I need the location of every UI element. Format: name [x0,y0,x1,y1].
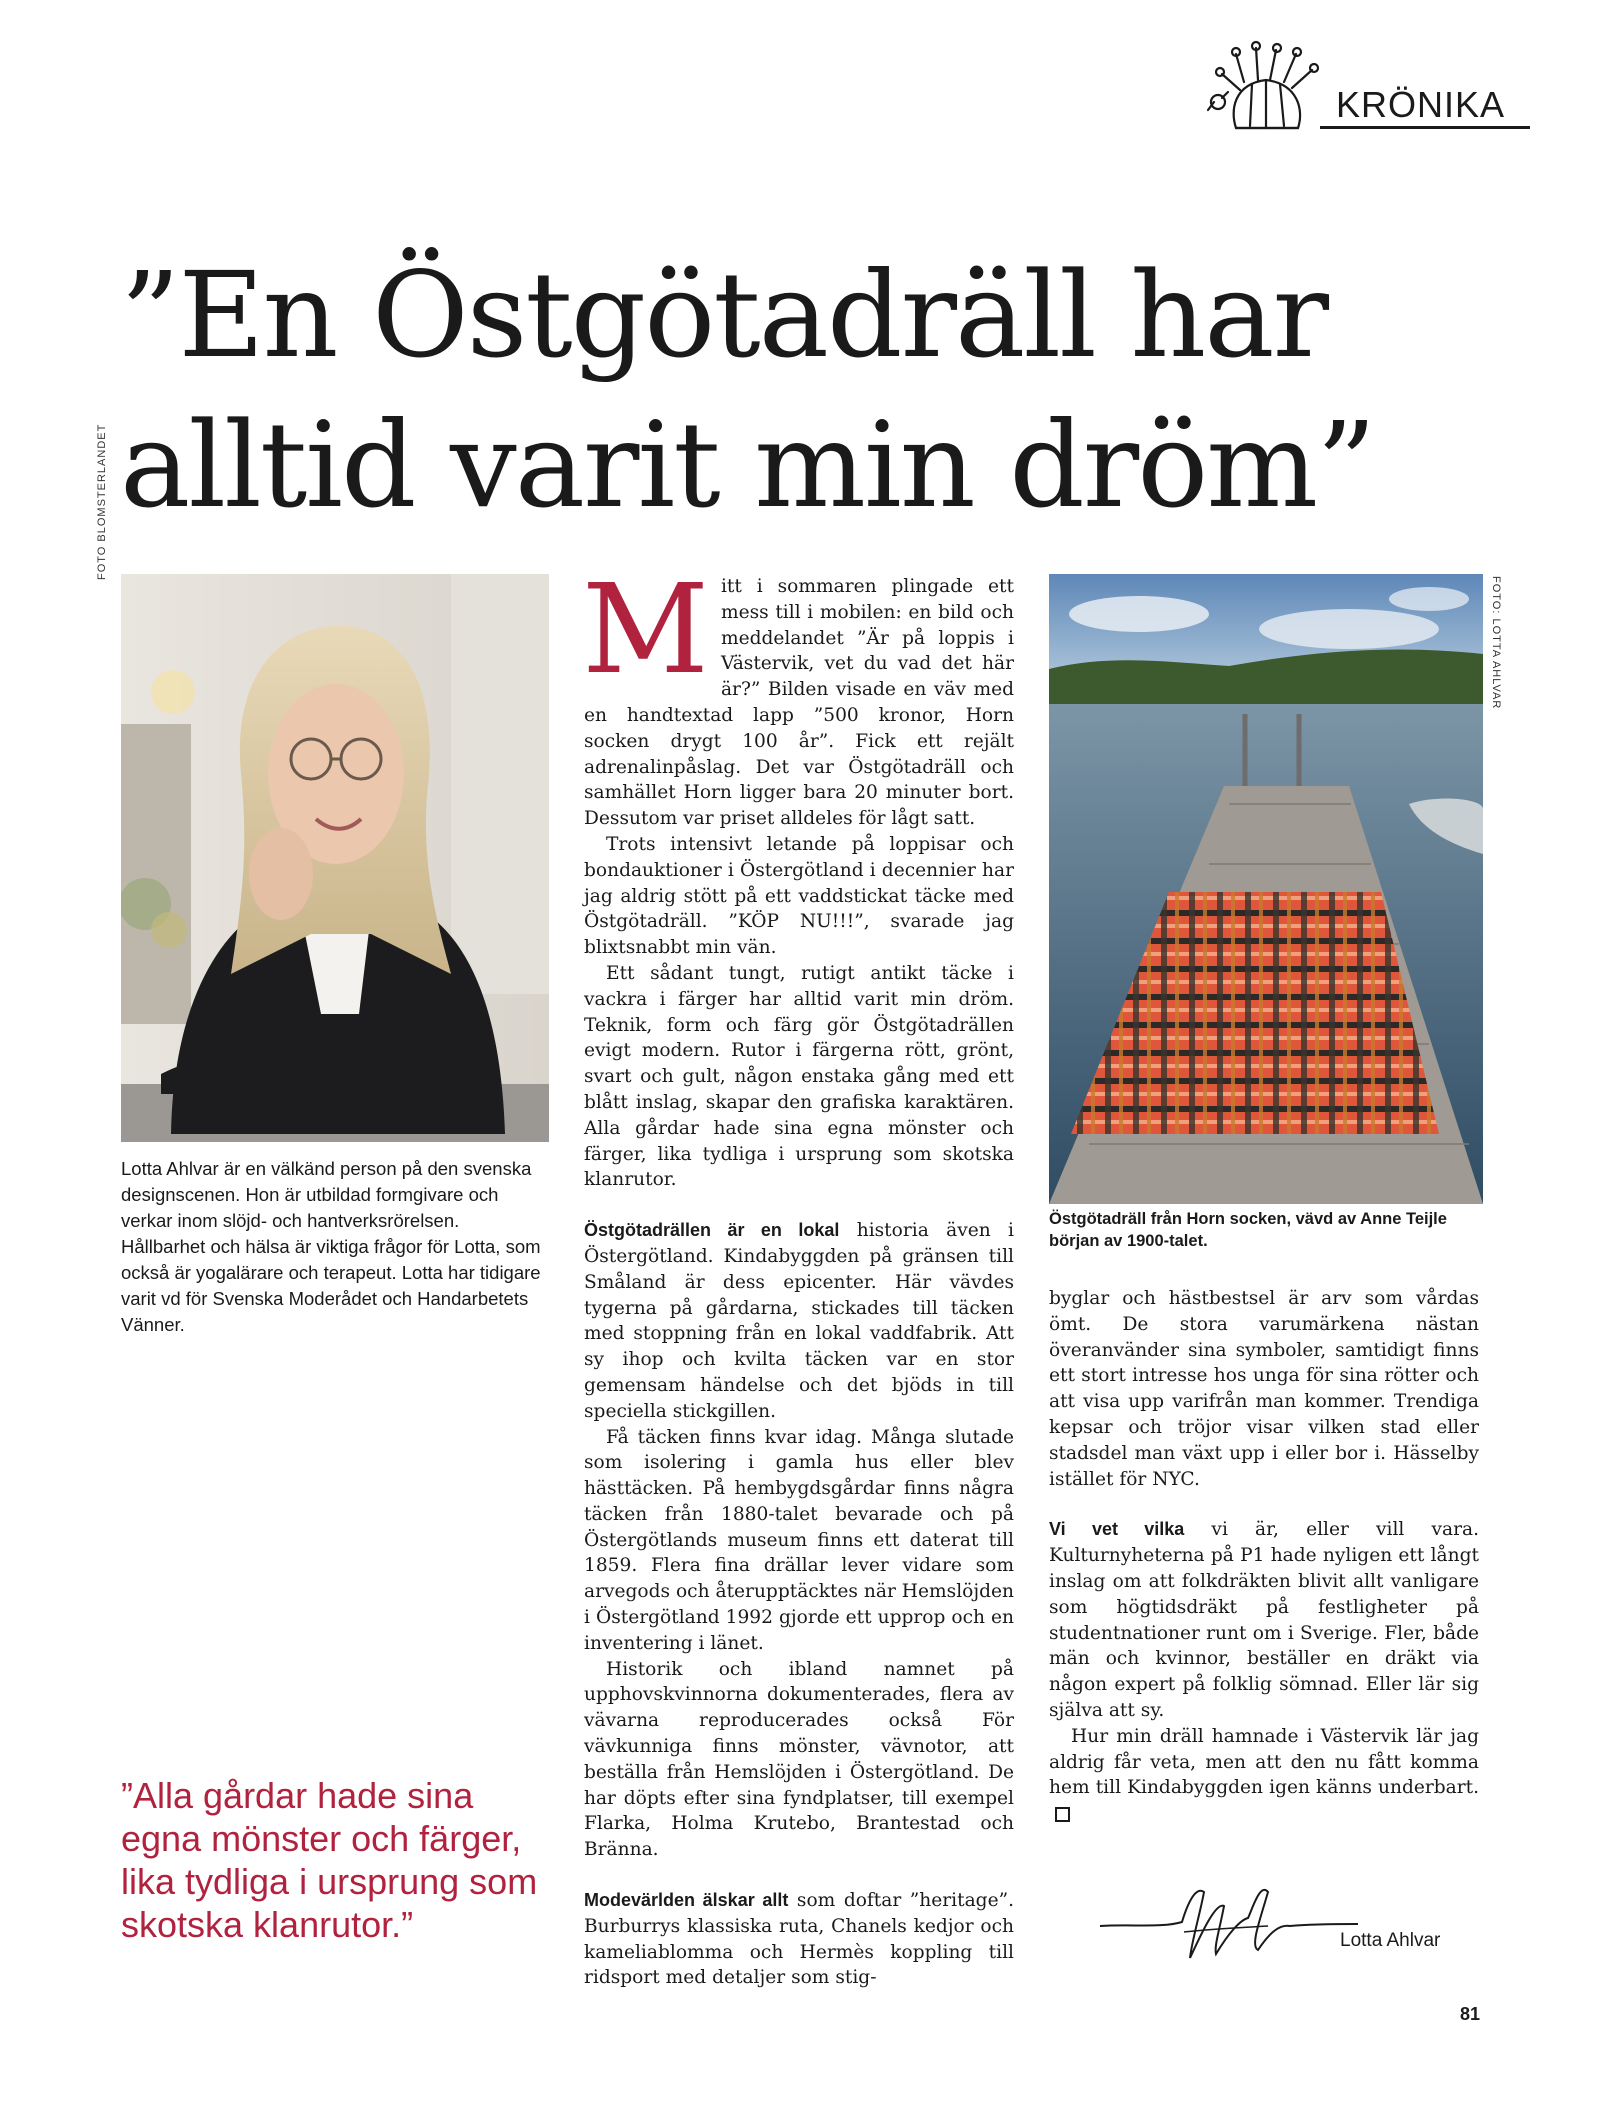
pull-quote: ”Alla gårdar hade sina egna mönster och färger, lika tydliga i ursprung som skotska klanrutor.” [121,1775,538,1945]
paragraph-continued: byglar och hästbestsel är arv som vårdas ömt. De stora varumärkena nästan överanvänder sina symboler, samtidigt finns ett stort intresse hos unga för sina rötter och att visa upp varifrån man kommer. Trendiga kepsar och tröjor visar vilken stad eller stadsdel man växt upp i eller bor i. Hässelby istället för NYC. [1049,1288,1479,1490]
article-column-right [1049,1286,1479,1827]
drop-cap: M [582,558,709,702]
portrait-caption: Lotta Ahlvar är en välkänd person på den svenska designscenen. Hon är utbildad formgivare och verkar inom slöjd- och hantverksrörelsen. Hållbarhet och hälsa är viktiga frågor för Lotta, som också är yogalärare och terapeut. Lotta har tidigare varit vd för Svenska Moderådet och Handarbetets Vänner. [121,1158,541,1335]
paragraph-section-start: Modevärlden älskar allt som doftar ”heritage”. Burburrys klassiska ruta, Chanels kedjor och kameliablomma och Hermès koppling till ridsport med detaljer som stig- [584,1890,1014,1989]
section-label: KRÖNIKA [1336,84,1506,125]
paragraph: Historik och ibland namnet på upphovskvinnorna dokumenterades, flera av vävarna reproducerades också För vävkunniga finns mönster, vävnotor, att beställa från Hemslöjden i Östergötland. De har döpts efter sina fyndplatser, till exempel Flarka, Holma Krutebo, Brantestad och Bränna. [584,1658,1014,1861]
dock-photo-caption: Östgötadräll från Horn socken, vävd av Anne Teijle början av 1900-talet. [1049,1210,1447,1250]
paragraph-final: Hur min dräll hamnade i Västervik lär jag aldrig får veta, men att den nu fått komma hem till Kindabyggden igen känns underbart. [1049,1724,1479,1827]
author-name: Lotta Ahlvar [1340,1930,1441,1951]
paragraph: Få täcken finns kvar idag. Många slutade som isolering i gamla hus eller blev hästtäcken. På hembygdsgårdar finns några täcken från 1880-talet bevarade och på Östergötlands museum finns ett daterat till 1859. Flera fina drällar lever vidare som arvegods och återupptäcktes när Hemslöjden i Östergötland 1992 gjorde ett upprop och en inventering i länet. [584,1426,1014,1654]
article-column-middle [582,558,1014,1991]
headline: ”En Östgötadräll har alltid varit min dröm” [120,246,1375,534]
photo-credit-right: FOTO: LOTTA AHLVAR [1490,576,1502,710]
page-number: 81 [1460,2004,1481,2024]
paragraph: Ett sådant tungt, rutigt antikt täcke i vackra i färger har alltid varit min dröm. Teknik, form och färg gör Östgötadrällen evigt modern. Rutor i färgerna rött, grönt, svart och gult, någon enstaka gång med ett blått inslag, skapar den grafiska karaktären. Alla gårdar hade sina egna mönster och färger, lika tydliga i ursprung som skotska klanrutor. [584,962,1014,1191]
signature-icon [1092,1862,1362,1972]
dock-quilt-photo [1049,574,1483,1204]
paragraph-section-start: Östgötadrällen är en lokal historia även i Östergötland. Kindabyggden på gränsen till Småland är dess epicenter. Här vävdes tygerna på gårdarna, stickades till täcken med stoppning från en lokal vaddfabrik. Att sy ihop och kvilta täcken var en stor gemensam händelse och det bjöds in till speciella stickgillen. [584,1220,1014,1422]
photo-credit-left: FOTO BLOMSTERLANDET [96,423,108,580]
paragraph: Trots intensivt letande på loppisar och bondauktioner i Östergötland i decennier har jag aldrig stött på ett vaddstickat täcke med Östgötadräll. ”KÖP NU!!!”, svarade jag blixtsnabbt min vän. [584,833,1014,959]
pincushion-icon [1200,40,1332,140]
paragraph: Mitt i sommaren plingade ett mess till i mobilen: en bild och meddelandet ”Är på loppis i Västervik, vet du vad det här är?” Bilden visade en väv med en handtextad lapp ”500 kronor, Horn socken drygt 100 år”. Fick ett rejält adrenalinpåslag. Det var Östgötadräll och samhället Horn ligger bara 20 minuter bort. Dessutom var priset alldeles för lågt satt. [582,558,1014,830]
section-rule [1320,126,1530,129]
paragraph-section-start: Vi vet vilka vi är, eller vill vara. Kulturnyheterna på P1 hade nyligen ett långt inslag om att folkdräkten blivit allt vanligare som högtidsdräkt på festligheter på studentnationer runt om i Sverige. Fler, både män och kvinnor, beställer en dräkt via någon expert på folklig sömnad. Eller lär sig själva att sy. [1049,1519,1480,1721]
portrait-photo [121,574,549,1142]
end-of-article-icon [1055,1807,1070,1822]
